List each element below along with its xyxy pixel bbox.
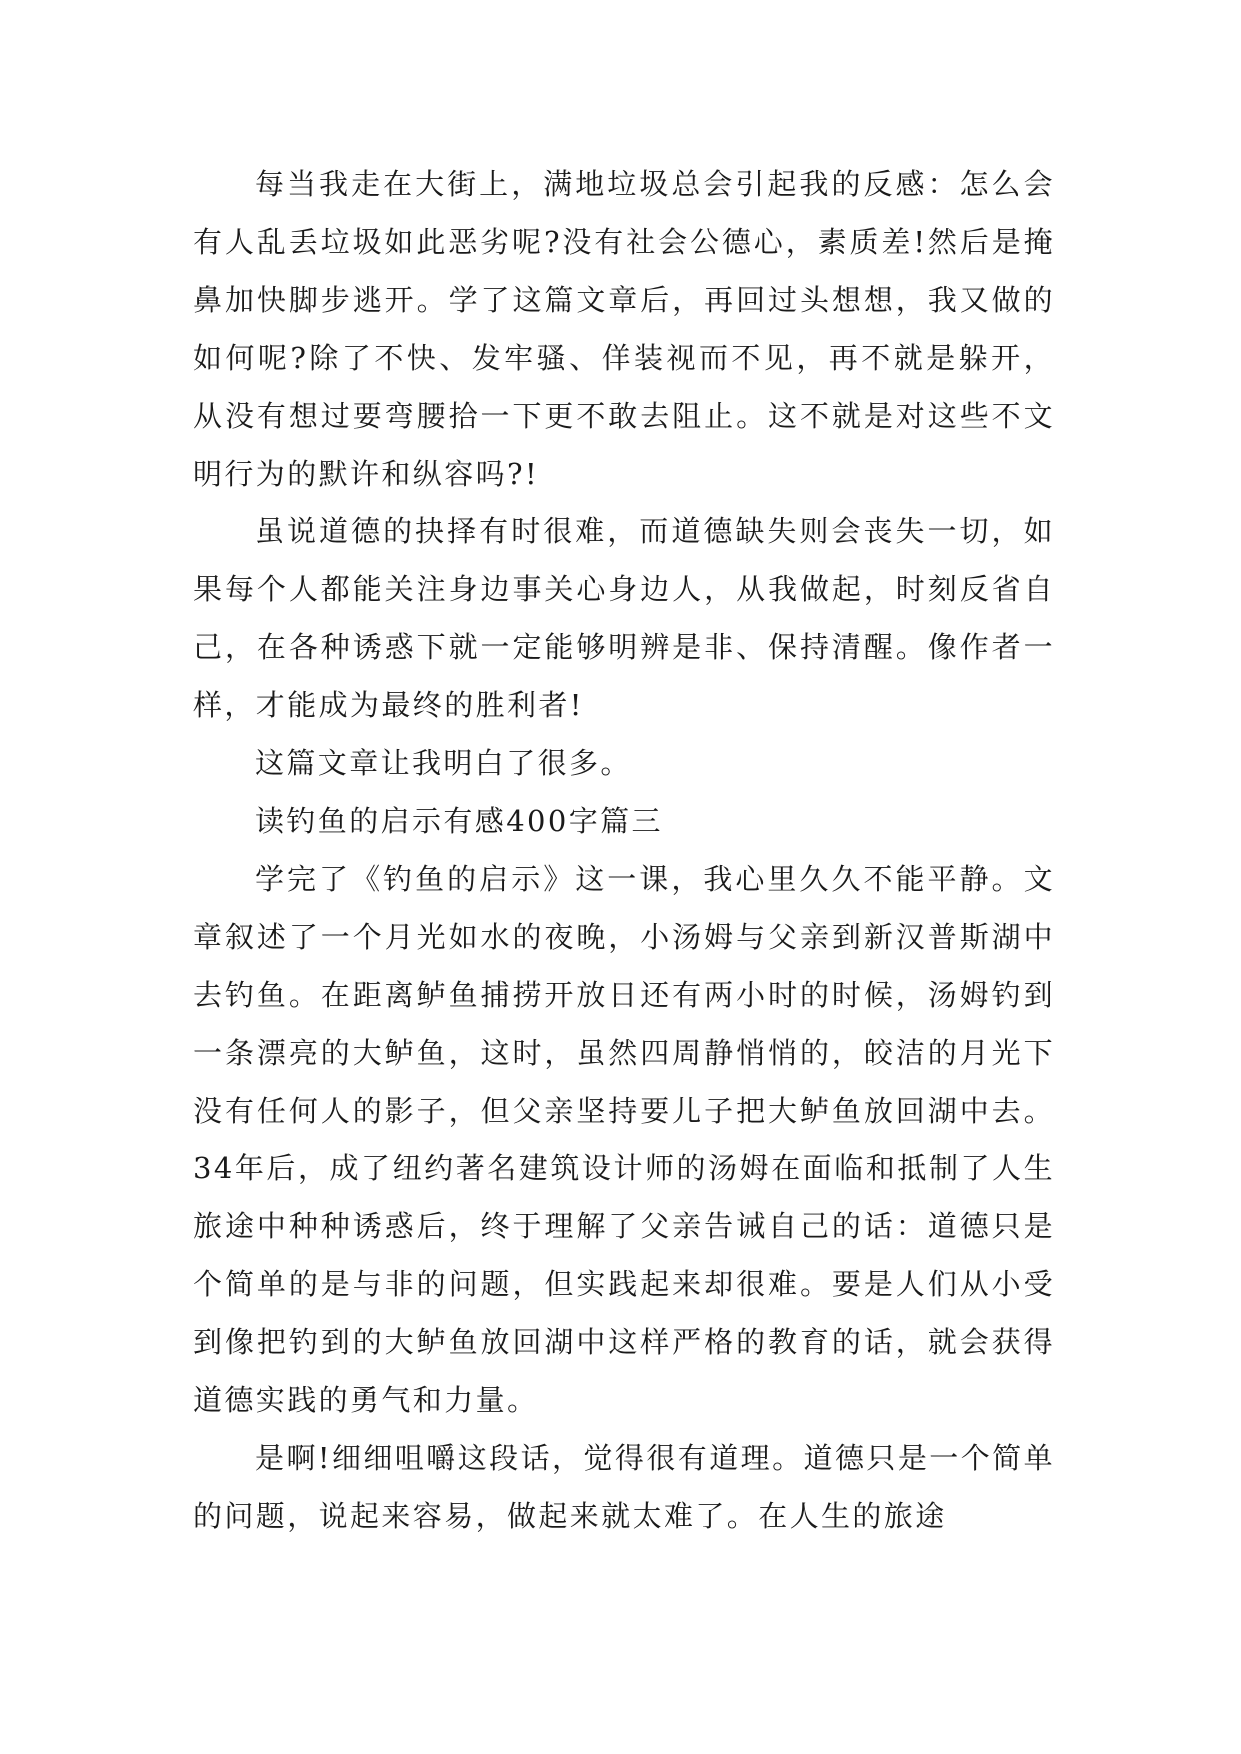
document-body [193,156,1055,1546]
paragraph-3: 这篇文章让我明白了很多。 [255,746,632,781]
paragraph-4: 学完了《钓鱼的启示》这一课，我心里久久不能平静。文章叙述了一个月光如水的夜晚，小汤姆与父亲到新汉普斯湖中去钓鱼。在距离鲈鱼捕捞开放日还有两小时的时候，汤姆钓到一条漂亮的大鲈鱼，这时，虽然四周静悄悄的，皎洁的月光下没有任何人的影子，但父亲坚持要儿子把大鲈鱼放回湖中去。34年后，成了纽约著名建筑设计师的汤姆在面临和抵制了人生旅途中种种诱惑后，终于理解了父亲告诫自己的话：道德只是个简单的是与非的问题，但实践起来却很难。要是人们从小受到像把钓到的大鲈鱼放回湖中这样严格的教育的话，就会获得道德实践的勇气和力量。 [193,861,1055,1418]
section-heading: 读钓鱼的启示有感400字篇三 [255,803,663,838]
paragraph-5: 是啊!细细咀嚼这段话，觉得很有道理。道德只是一个简单的问题，说起来容易，做起来就太难了。在人生的旅途 [193,1440,1055,1533]
paragraph-1: 每当我走在大街上，满地垃圾总会引起我的反感：怎么会有人乱丢垃圾如此恶劣呢?没有社会公德心，素质差!然后是掩鼻加快脚步逃开。学了这篇文章后，再回过头想想，我又做的如何呢?除了不快、发牢骚、佯装视而不见，再不就是躲开，从没有想过要弯腰拾一下更不敢去阻止。这不就是对这些不文明行为的默许和纵容吗?! [193,167,1055,491]
paragraph-2: 虽说道德的抉择有时很难，而道德缺失则会丧失一切，如果每个人都能关注身边事关心身边人，从我做起，时刻反省自己，在各种诱惑下就一定能够明辨是非、保持清醒。像作者一样，才能成为最终的胜利者! [193,514,1055,723]
